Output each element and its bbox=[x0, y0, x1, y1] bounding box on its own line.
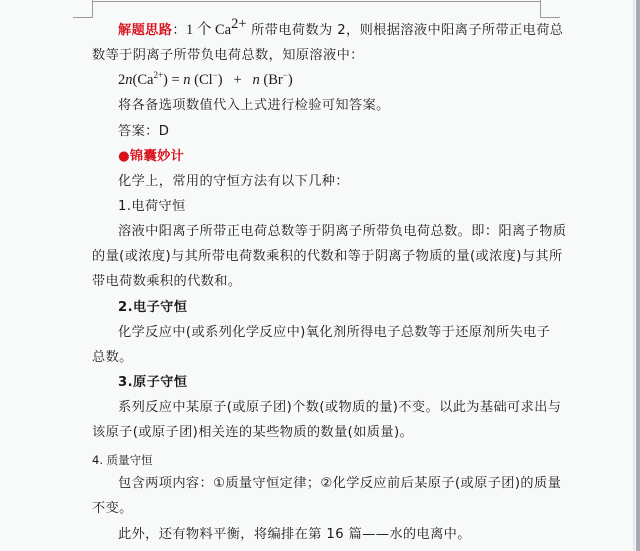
analysis-line-4: 将各备选项数值代入上式进行检验可知答案。 bbox=[118, 98, 390, 113]
formula-n1: n bbox=[125, 72, 133, 88]
closing-line: 此外，还有物料平衡，将编排在第 16 篇——水的电离中。 bbox=[118, 527, 471, 542]
formula-eq: ) = bbox=[163, 72, 184, 88]
formula-n2: n bbox=[183, 72, 191, 88]
formula-coef: 2 bbox=[118, 72, 126, 88]
section-2-text-2: 总数。 bbox=[92, 350, 133, 365]
analysis-line-1 bbox=[118, 16, 564, 40]
section-2-text-1: 化学反应中(或系列化学反应中)氧化剂所得电子总数等于还原剂所失电子 bbox=[118, 325, 551, 340]
tips-heading bbox=[118, 148, 184, 166]
formula-ca: (Ca bbox=[132, 72, 154, 88]
section-2-heading: 2.电子守恒 bbox=[118, 300, 188, 315]
analysis-colon: ： bbox=[172, 23, 186, 38]
section-4-text-2: 不变。 bbox=[92, 501, 133, 516]
window-right-border bbox=[636, 0, 640, 551]
formula-br-sup: − bbox=[282, 70, 288, 80]
section-1-text-1: 溶液中阳离子所带正电荷总数等于阴离子所带负电荷总数。即：阳离子物质 bbox=[118, 224, 567, 239]
header-right-border bbox=[540, 0, 541, 18]
right-corner-mark bbox=[540, 17, 560, 18]
header-left-border bbox=[92, 0, 93, 18]
formula-cl-sup: − bbox=[212, 70, 218, 80]
formula-cl: (Cl bbox=[190, 72, 213, 88]
formula-br: (Br bbox=[259, 72, 283, 88]
charge-balance-formula bbox=[118, 71, 293, 89]
formula-n3: n bbox=[252, 72, 260, 88]
intro-line: 化学上，常用的守恒方法有以下几种： bbox=[118, 174, 349, 189]
analysis-label: 解题思路 bbox=[118, 23, 173, 38]
section-1-heading: 1.电荷守恒 bbox=[118, 199, 186, 214]
tips-heading-text: 锦囊妙计 bbox=[129, 149, 185, 164]
section-1-text-3: 带电荷数乘积的代数和。 bbox=[92, 274, 242, 289]
left-corner-mark bbox=[73, 17, 93, 18]
page-edge bbox=[633, 0, 635, 551]
section-3-heading: 3.原子守恒 bbox=[118, 375, 188, 390]
formula-plus: ) + bbox=[217, 72, 253, 88]
analysis-text-a: 1 个 Ca bbox=[185, 22, 232, 38]
analysis-text-b: 所带电荷数为 2，则根据溶液中阳离子所带正电荷总 bbox=[246, 23, 564, 38]
header-top-border bbox=[92, 1, 540, 2]
answer-line: 答案：D bbox=[118, 124, 170, 139]
section-4-heading: 4. 质量守恒 bbox=[92, 453, 153, 467]
ca-charge-sup: 2+ bbox=[231, 16, 247, 32]
formula-close: ) bbox=[287, 72, 293, 88]
section-3-text-2: 该原子(或原子团)相关连的某些物质的数量(如质量)。 bbox=[92, 425, 414, 440]
formula-ca-sup: 2+ bbox=[153, 70, 164, 80]
section-3-text-1: 系列反应中某原子(或原子团)个数(或物质的量)不变。以此为基础可求出与 bbox=[118, 400, 562, 415]
analysis-line-2: 数等于阴离子所带负电荷总数，知原溶液中： bbox=[92, 48, 364, 63]
bullet-icon: ● bbox=[118, 149, 130, 164]
section-1-text-2: 的量(或浓度)与其所带电荷数乘积的代数和等于阴离子物质的量(或浓度)与其所 bbox=[92, 249, 563, 264]
section-4-text-1: 包含两项内容：①质量守恒定律；②化学反应前后某原子(或原子团)的质量 bbox=[118, 476, 562, 491]
